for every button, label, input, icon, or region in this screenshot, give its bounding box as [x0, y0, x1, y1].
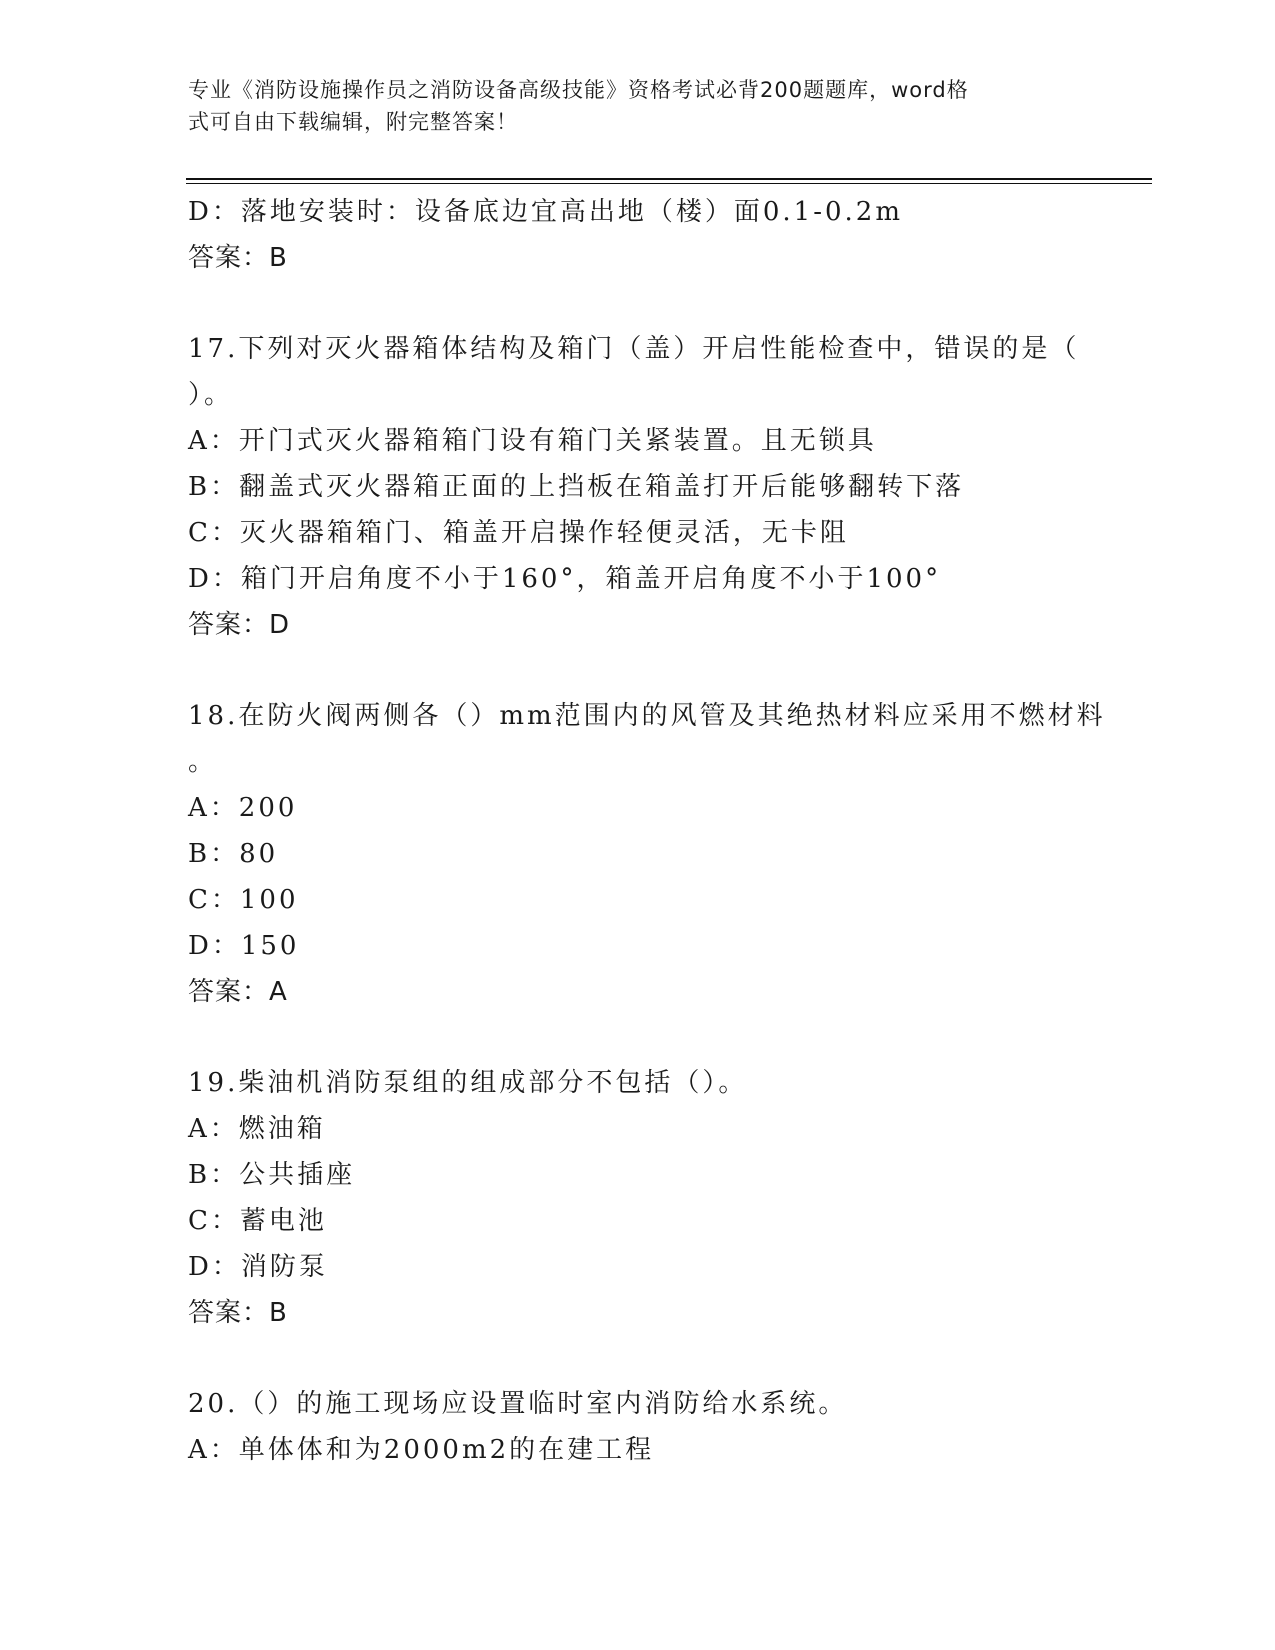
- answer-line: 答案：B: [188, 243, 288, 273]
- question-19: [188, 1060, 1088, 1336]
- document-header: [188, 74, 1068, 138]
- question-stem-continued: 。: [188, 747, 218, 777]
- question-16-tail: [188, 189, 1088, 281]
- header-line-2: 式可自由下载编辑，附完整答案！: [188, 110, 518, 134]
- answer-line: 答案：A: [188, 977, 288, 1007]
- option-a: A：单体体和为2000m2的在建工程: [188, 1435, 655, 1465]
- option-c: C：灭火器箱箱门、箱盖开启操作轻便灵活，无卡阻: [188, 518, 849, 548]
- option-c: C：100: [188, 885, 299, 915]
- question-stem: 18.在防火阀两侧各（）mm范围内的风管及其绝热材料应采用不燃材料: [188, 701, 1106, 731]
- option-b: B：公共插座: [188, 1160, 356, 1190]
- header-rule-thick: [186, 178, 1152, 180]
- option-d: D：落地安装时：设备底边宜高出地（楼）面0.1-0.2m: [188, 197, 903, 227]
- option-a: A：燃油箱: [188, 1114, 326, 1144]
- question-18: [188, 693, 1106, 1015]
- option-a: A：开门式灭火器箱箱门设有箱门关紧装置。且无锁具: [188, 426, 877, 456]
- question-stem-continued: ）。: [188, 380, 234, 410]
- question-17: [188, 326, 1088, 648]
- option-c: C：蓄电池: [188, 1206, 327, 1236]
- question-stem: 20.（）的施工现场应设置临时室内消防给水系统。: [188, 1389, 848, 1419]
- header-rule-thin: [186, 183, 1152, 184]
- answer-line: 答案：B: [188, 1298, 288, 1328]
- option-d: D：箱门开启角度不小于160°，箱盖开启角度不小于100°: [188, 564, 942, 594]
- option-d: D：消防泵: [188, 1252, 328, 1282]
- answer-line: 答案：D: [188, 610, 291, 640]
- question-stem: 19.柴油机消防泵组的组成部分不包括（）。: [188, 1068, 748, 1098]
- option-a: A：200: [188, 793, 298, 823]
- question-20: [188, 1381, 1088, 1473]
- option-d: D：150: [188, 931, 300, 961]
- option-b: B：翻盖式灭火器箱正面的上挡板在箱盖打开后能够翻转下落: [188, 472, 965, 502]
- header-line-1: 专业《消防设施操作员之消防设备高级技能》资格考试必背200题题库，word格: [188, 78, 969, 102]
- question-stem: 17.下列对灭火器箱体结构及箱门（盖）开启性能检查中，错误的是（: [188, 334, 1080, 364]
- option-b: B：80: [188, 839, 279, 869]
- question-list: [188, 189, 1106, 1473]
